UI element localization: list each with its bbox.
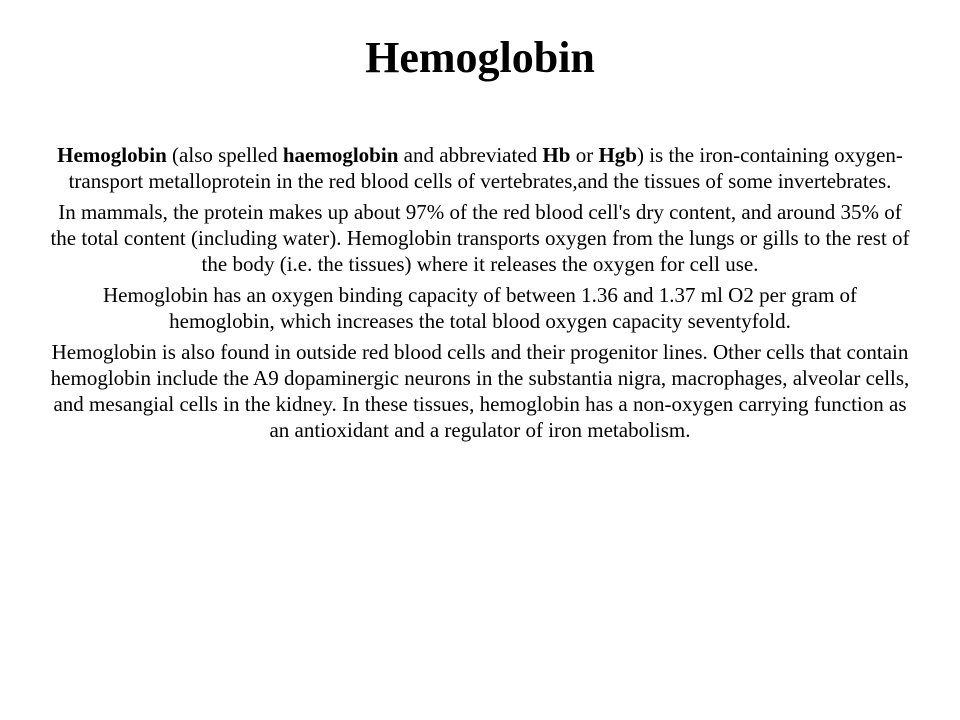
- paragraph-mammals: In mammals, the protein makes up about 97% of the red blood cell's dry content, and around 35% of the total content (including water). Hemoglobin transports oxygen from the lungs or gills to the rest of the body (i.e. the tissues) where it releases the oxygen for cell use.: [50, 200, 910, 276]
- term-hgb: Hgb: [598, 143, 637, 167]
- text-segment: or: [570, 143, 599, 167]
- text-segment: ) is the iron-containing oxygen-transport metalloprotein in the red blood cells of vertebrates,and the tissues of some invertebrates.: [68, 143, 903, 193]
- slide-title: Hemoglobin: [365, 33, 595, 82]
- term-hb: Hb: [542, 143, 571, 167]
- paragraph-definition: [50, 142, 910, 194]
- term-hemoglobin: Hemoglobin: [57, 143, 167, 167]
- paragraph-other-cells: Hemoglobin is also found in outside red blood cells and their progenitor lines. Other cells that contain hemoglobin include the A9 dopaminergic neurons in the substantia nigra, macrophages, alveolar cells, and mesangial cells in the kidney. In these tissues, hemoglobin has a non-oxygen carrying function as an antioxidant and a regulator of iron metabolism.: [50, 340, 910, 442]
- text-segment: (also spelled: [166, 143, 283, 167]
- term-haemoglobin: haemoglobin: [282, 143, 399, 167]
- paragraph-binding-capacity: Hemoglobin has an oxygen binding capacity of between 1.36 and 1.37 ml O2 per gram of hemoglobin, which increases the total blood oxygen capacity seventyfold.: [102, 283, 858, 333]
- slide-body: [50, 142, 910, 448]
- text-segment: and abbreviated: [398, 143, 543, 167]
